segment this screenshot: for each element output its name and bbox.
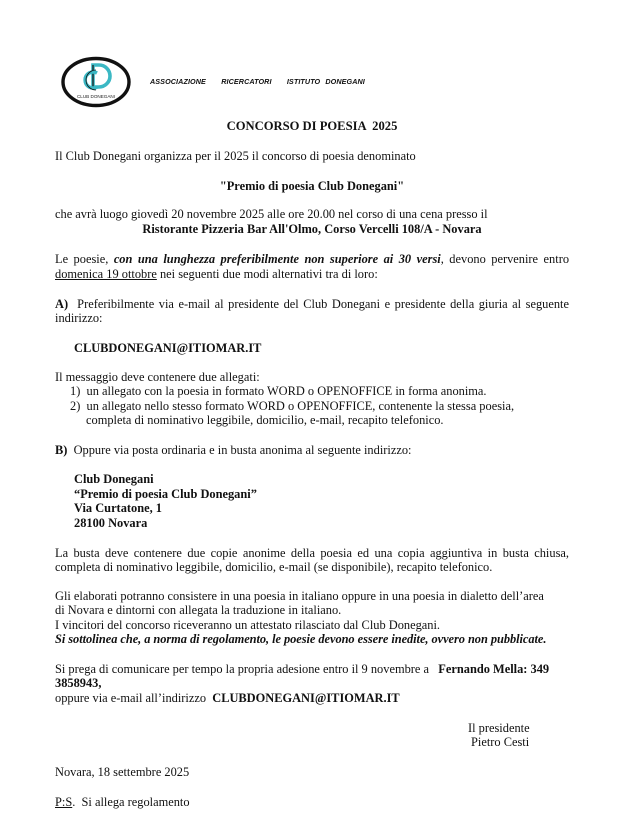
contact-text: Si prega di comunicare per tempo la propria adesione entro il 9 novembre a: [55, 662, 429, 676]
logo-text: CLUB DONEGANI: [76, 94, 116, 99]
event-line: che avrà luogo giovedì 20 novembre 2025 alle ore 20.00 nel corso di una cena presso il: [55, 207, 488, 221]
submission-text-c: nei seguenti due modi alternativi tra di loro:: [156, 267, 378, 281]
club-logo: [60, 56, 132, 108]
contact-line-1: [55, 662, 549, 677]
address-line-1: Club Donegani: [74, 472, 154, 486]
rules-line-4: Si sottolinea che, a norma di regolamento, le poesie devono essere inedite, ovvero non pubblicate.: [55, 632, 547, 646]
option-b-text: Oppure via posta ordinaria e in busta anonima al seguente indirizzo:: [73, 443, 412, 457]
signature-name: Pietro Cesti: [471, 735, 530, 749]
rules-line-2: di Novara e dintorni con allegata la traduzione in italiano.: [55, 603, 342, 617]
attachment-item-1: [70, 384, 487, 399]
contact-email-text: oppure via e-mail all’indirizzo: [55, 691, 207, 705]
attachment-text: un allegato nello stesso formato WORD o OPENOFFICE, contenente la stessa poesia,: [86, 399, 515, 413]
option-a-line-1: [55, 297, 569, 312]
address-line-4: 28100 Novara: [74, 516, 148, 530]
date-place: Novara, 18 settembre 2025: [55, 765, 190, 779]
submission-text-a: Le poesie,: [55, 252, 114, 266]
option-a-line-2: indirizzo:: [55, 311, 103, 325]
option-a-label: A): [55, 297, 69, 311]
club-donegani-logo-icon: [60, 56, 132, 108]
contact-name-phone: Fernando Mella: 349: [438, 662, 550, 676]
rules-line-3: I vincitori del concorso riceveranno un attestato rilasciato dal Club Donegani.: [55, 618, 441, 632]
page-title: CONCORSO DI POESIA 2025: [226, 119, 398, 133]
option-b-line: [55, 443, 411, 458]
attachment-num: 2): [70, 399, 81, 413]
rules-line-1: Gli elaborati potranno consistere in una poesia in italiano oppure in una poesia in dialetto dell’area: [55, 589, 544, 603]
ps-label: P:S: [55, 795, 73, 809]
contact-phone-cont: 3858943,: [55, 676, 102, 690]
message-intro: Il messaggio deve contenere due allegati:: [55, 370, 260, 384]
submission-text-b: , devono pervenire entro: [440, 252, 570, 266]
association-name: ASSOCIAZIONE RICERCATORI ISTITUTO DONEGANI: [150, 77, 365, 86]
option-b-label: B): [55, 443, 68, 457]
signature-role: Il presidente: [468, 721, 530, 735]
address-line-2: “Premio di poesia Club Donegani”: [74, 487, 257, 501]
envelope-line-1: La busta deve contenere due copie anonime della poesia ed una copia aggiuntiva in busta chiusa,: [55, 546, 569, 560]
deadline: domenica 19 ottobre: [55, 267, 157, 281]
intro-text: Il Club Donegani organizza per il 2025 il concorso di poesia denominato: [55, 149, 416, 163]
ps-text: . Si allega regolamento: [72, 795, 190, 809]
option-a-text: Preferibilmente via e-mail al presidente del Club Donegani e presidente della giuria al seguente: [77, 297, 570, 311]
prize-name: "Premio di poesia Club Donegani": [219, 179, 405, 193]
submission-line-1: [55, 252, 569, 267]
contact-line-3: [55, 691, 400, 706]
venue: Ristorante Pizzeria Bar All'Olmo, Corso Vercelli 108/A - Novara: [142, 222, 482, 236]
attachment-item-2: [70, 399, 514, 414]
postscript: [55, 795, 190, 810]
attachment-text: un allegato con la poesia in formato WORD o OPENOFFICE in forma anonima.: [86, 384, 487, 398]
attachment-num: 1): [70, 384, 81, 398]
contact-email: CLUBDONEGANI@ITIOMAR.IT: [212, 691, 400, 705]
address-line-3: Via Curtatone, 1: [74, 501, 162, 515]
envelope-line-2: completa di nominativo leggibile, domicilio, e-mail (se disponibile), recapito telefonico.: [55, 560, 493, 574]
submission-line-2: [55, 267, 378, 282]
length-emphasis: con una lunghezza preferibilmente non superiore ai 30 versi: [113, 252, 441, 266]
attachment-item-2-cont: completa di nominativo leggibile, domicilio, e-mail, recapito telefonico.: [86, 413, 444, 427]
option-a-email: CLUBDONEGANI@ITIOMAR.IT: [74, 341, 262, 355]
